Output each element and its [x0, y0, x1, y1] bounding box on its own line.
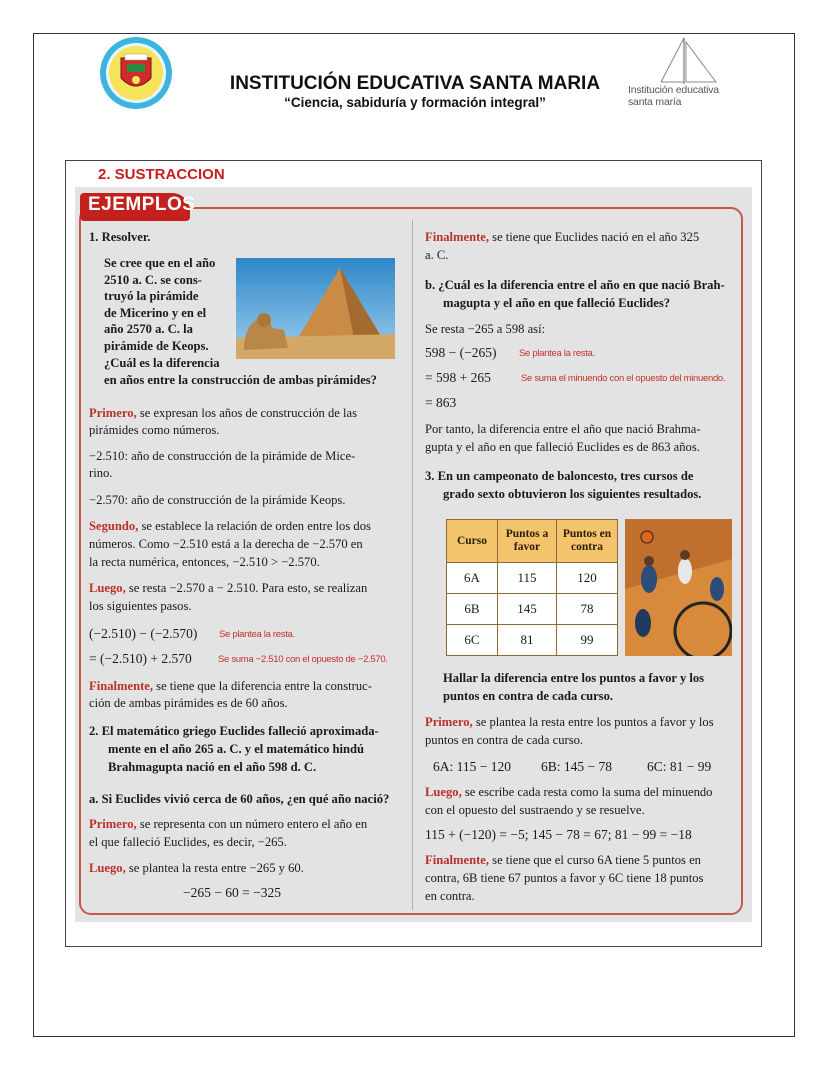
table-cell: 78: [557, 594, 618, 625]
problem-2a-equation: −265 − 60 = −325: [183, 885, 281, 900]
problem-1-statement-last: en años entre la construcción de ambas pirámides?: [104, 373, 377, 387]
table-row: [447, 563, 618, 594]
operation-6a: 6A: 115 − 120: [433, 759, 511, 774]
right-finalmente-3: Finalmente, se tiene que el curso 6A tiene 5 puntos en: [425, 853, 701, 867]
right-finalmente-2: a. C.: [425, 248, 449, 262]
problem-2a-primero-2: el que falleció Euclides, es decir, −265.: [89, 835, 287, 849]
right-equation-2-note: Se suma el minuendo con el opuesto del minuendo.: [521, 373, 726, 384]
table-cell: 120: [557, 563, 618, 594]
pyramids-photo: [236, 258, 395, 359]
problem-2-line-1: 2. El matemático griego Euclides falleció aproximada-: [89, 724, 379, 738]
results-equation: 115 + (−120) = −5; 145 − 78 = 67; 81 − 99 = −18: [425, 827, 692, 842]
table-header: Puntos en contra: [557, 520, 618, 563]
primero-line-2: pirámides como números.: [89, 423, 220, 437]
problem-2a-primero: Primero, se representa con un número entero el año en: [89, 817, 368, 831]
institution-name: INSTITUCIÓN EDUCATIVA SANTA MARIA: [229, 73, 601, 94]
luego-line-2: los siguientes pasos.: [89, 599, 192, 613]
basketball-photo: [625, 519, 732, 656]
problem-3-line-1: 3. En un campeonato de baloncesto, tres cursos de: [425, 469, 694, 483]
right-luego-2: con el opuesto del sustraendo y se resuelve.: [425, 803, 645, 817]
problem-1-title: 1. Resolver.: [89, 230, 151, 244]
left-equation-2: = (−2.510) + 2.570: [89, 651, 192, 666]
problem-2-line-3: Brahmagupta nació en el año 598 d. C.: [108, 760, 317, 774]
table-header: Curso: [447, 520, 498, 563]
primero-line: Primero, se expresan los años de construcción de las: [89, 406, 357, 420]
table-cell: 6B: [447, 594, 498, 625]
problem-2a-luego: Luego, se plantea la resta entre −265 y 60.: [89, 861, 304, 875]
results-table: [446, 519, 618, 656]
right-equation-2: = 598 + 265: [425, 370, 491, 385]
right-primero-2: puntos en contra de cada curso.: [425, 733, 584, 747]
table-row: [447, 594, 618, 625]
micerino-number: −2.510: año de construcción de la pirámide de Mice-: [89, 449, 356, 463]
table-header-row: [447, 520, 618, 563]
table-row: [447, 625, 618, 656]
section-title: 2. SUSTRACCION: [98, 166, 225, 183]
left-equation-1: (−2.510) − (−2.570): [89, 626, 198, 641]
right-equation-1: 598 − (−265): [425, 345, 497, 360]
segundo-line-2: números. Como −2.510 está a la derecha de −2.570 en: [89, 537, 363, 551]
segundo-line: Segundo, se establece la relación de orden entre los dos: [89, 519, 371, 533]
segundo-line-3: la recta numérica, entonces, −2.510 > −2.570.: [89, 555, 320, 569]
right-logo-caption: Institución educativa santa maría: [628, 84, 719, 108]
keops-number: −2.570: año de construcción de la pirámide Keops.: [89, 493, 346, 507]
right-equation-3: = 863: [425, 395, 457, 410]
problem-2b-line-1: b. ¿Cuál es la diferencia entre el año en que nació Brah-: [425, 278, 725, 292]
problem-2-line-2: mente en el año 265 a. C. y el matemático hindú: [108, 742, 365, 756]
table-cell: 81: [498, 625, 557, 656]
table-cell: 99: [557, 625, 618, 656]
right-finalmente-3-line-2: contra, 6B tiene 67 puntos a favor y 6C tiene 18 puntos: [425, 871, 704, 885]
problem-1-statement: Se cree que en el año 2510 a. C. se cons- truyó la pirámide de Micerino y en el año 2570 a. C. la pirámide de Keops. ¿Cuál es la diferencia: [104, 256, 220, 370]
left-equation-1-note: Se plantea la resta.: [219, 629, 295, 640]
examples-tab-label: EJEMPLOS: [88, 194, 196, 215]
por-tanto-line-2: gupta y el año en que falleció Euclides es de 863 años.: [425, 440, 700, 454]
problem-2b-line-2: magupta y el año en que falleció Euclides?: [443, 296, 671, 310]
left-equation-2-note: Se suma −2.510 con el opuesto de −2.570.: [218, 654, 388, 665]
table-cell: 145: [498, 594, 557, 625]
right-finalmente: Finalmente, se tiene que Euclides nació en el año 325: [425, 230, 700, 244]
right-luego: Luego, se escribe cada resta como la suma del minuendo: [425, 785, 713, 799]
table-header: Puntos a favor: [498, 520, 557, 563]
finalmente-line-2: ción de ambas pirámides es de 60 años.: [89, 696, 288, 710]
por-tanto-line-1: Por tanto, la diferencia entre el año que nació Brahma-: [425, 422, 701, 436]
right-primero: Primero, se plantea la resta entre los puntos a favor y los: [425, 715, 714, 729]
hallar-line-1: Hallar la diferencia entre los puntos a favor y los: [443, 671, 705, 685]
institution-motto: “Ciencia, sabiduría y formación integral”: [284, 95, 546, 110]
right-finalmente-3-line-3: en contra.: [425, 889, 475, 903]
micerino-number-2: rino.: [89, 466, 113, 480]
operation-6c: 6C: 81 − 99: [647, 759, 712, 774]
school-crest-logo: [97, 36, 175, 110]
problem-3-line-2: grado sexto obtuvieron los siguientes resultados.: [443, 487, 702, 501]
problem-2a: a. Si Euclides vivió cerca de 60 años, ¿en qué año nació?: [89, 792, 390, 806]
finalmente-line: Finalmente, se tiene que la diferencia entre la construc-: [89, 679, 372, 693]
right-equation-1-note: Se plantea la resta.: [519, 348, 595, 359]
column-divider: [412, 220, 413, 910]
hallar-line-2: puntos en contra de cada curso.: [443, 689, 614, 703]
luego-line: Luego, se resta −2.570 a − 2.510. Para esto, se realizan: [89, 581, 368, 595]
table-cell: 6C: [447, 625, 498, 656]
operation-6b: 6B: 145 − 78: [541, 759, 612, 774]
table-cell: 115: [498, 563, 557, 594]
table-cell: 6A: [447, 563, 498, 594]
resta-instruction: Se resta −265 a 598 así:: [425, 322, 546, 336]
